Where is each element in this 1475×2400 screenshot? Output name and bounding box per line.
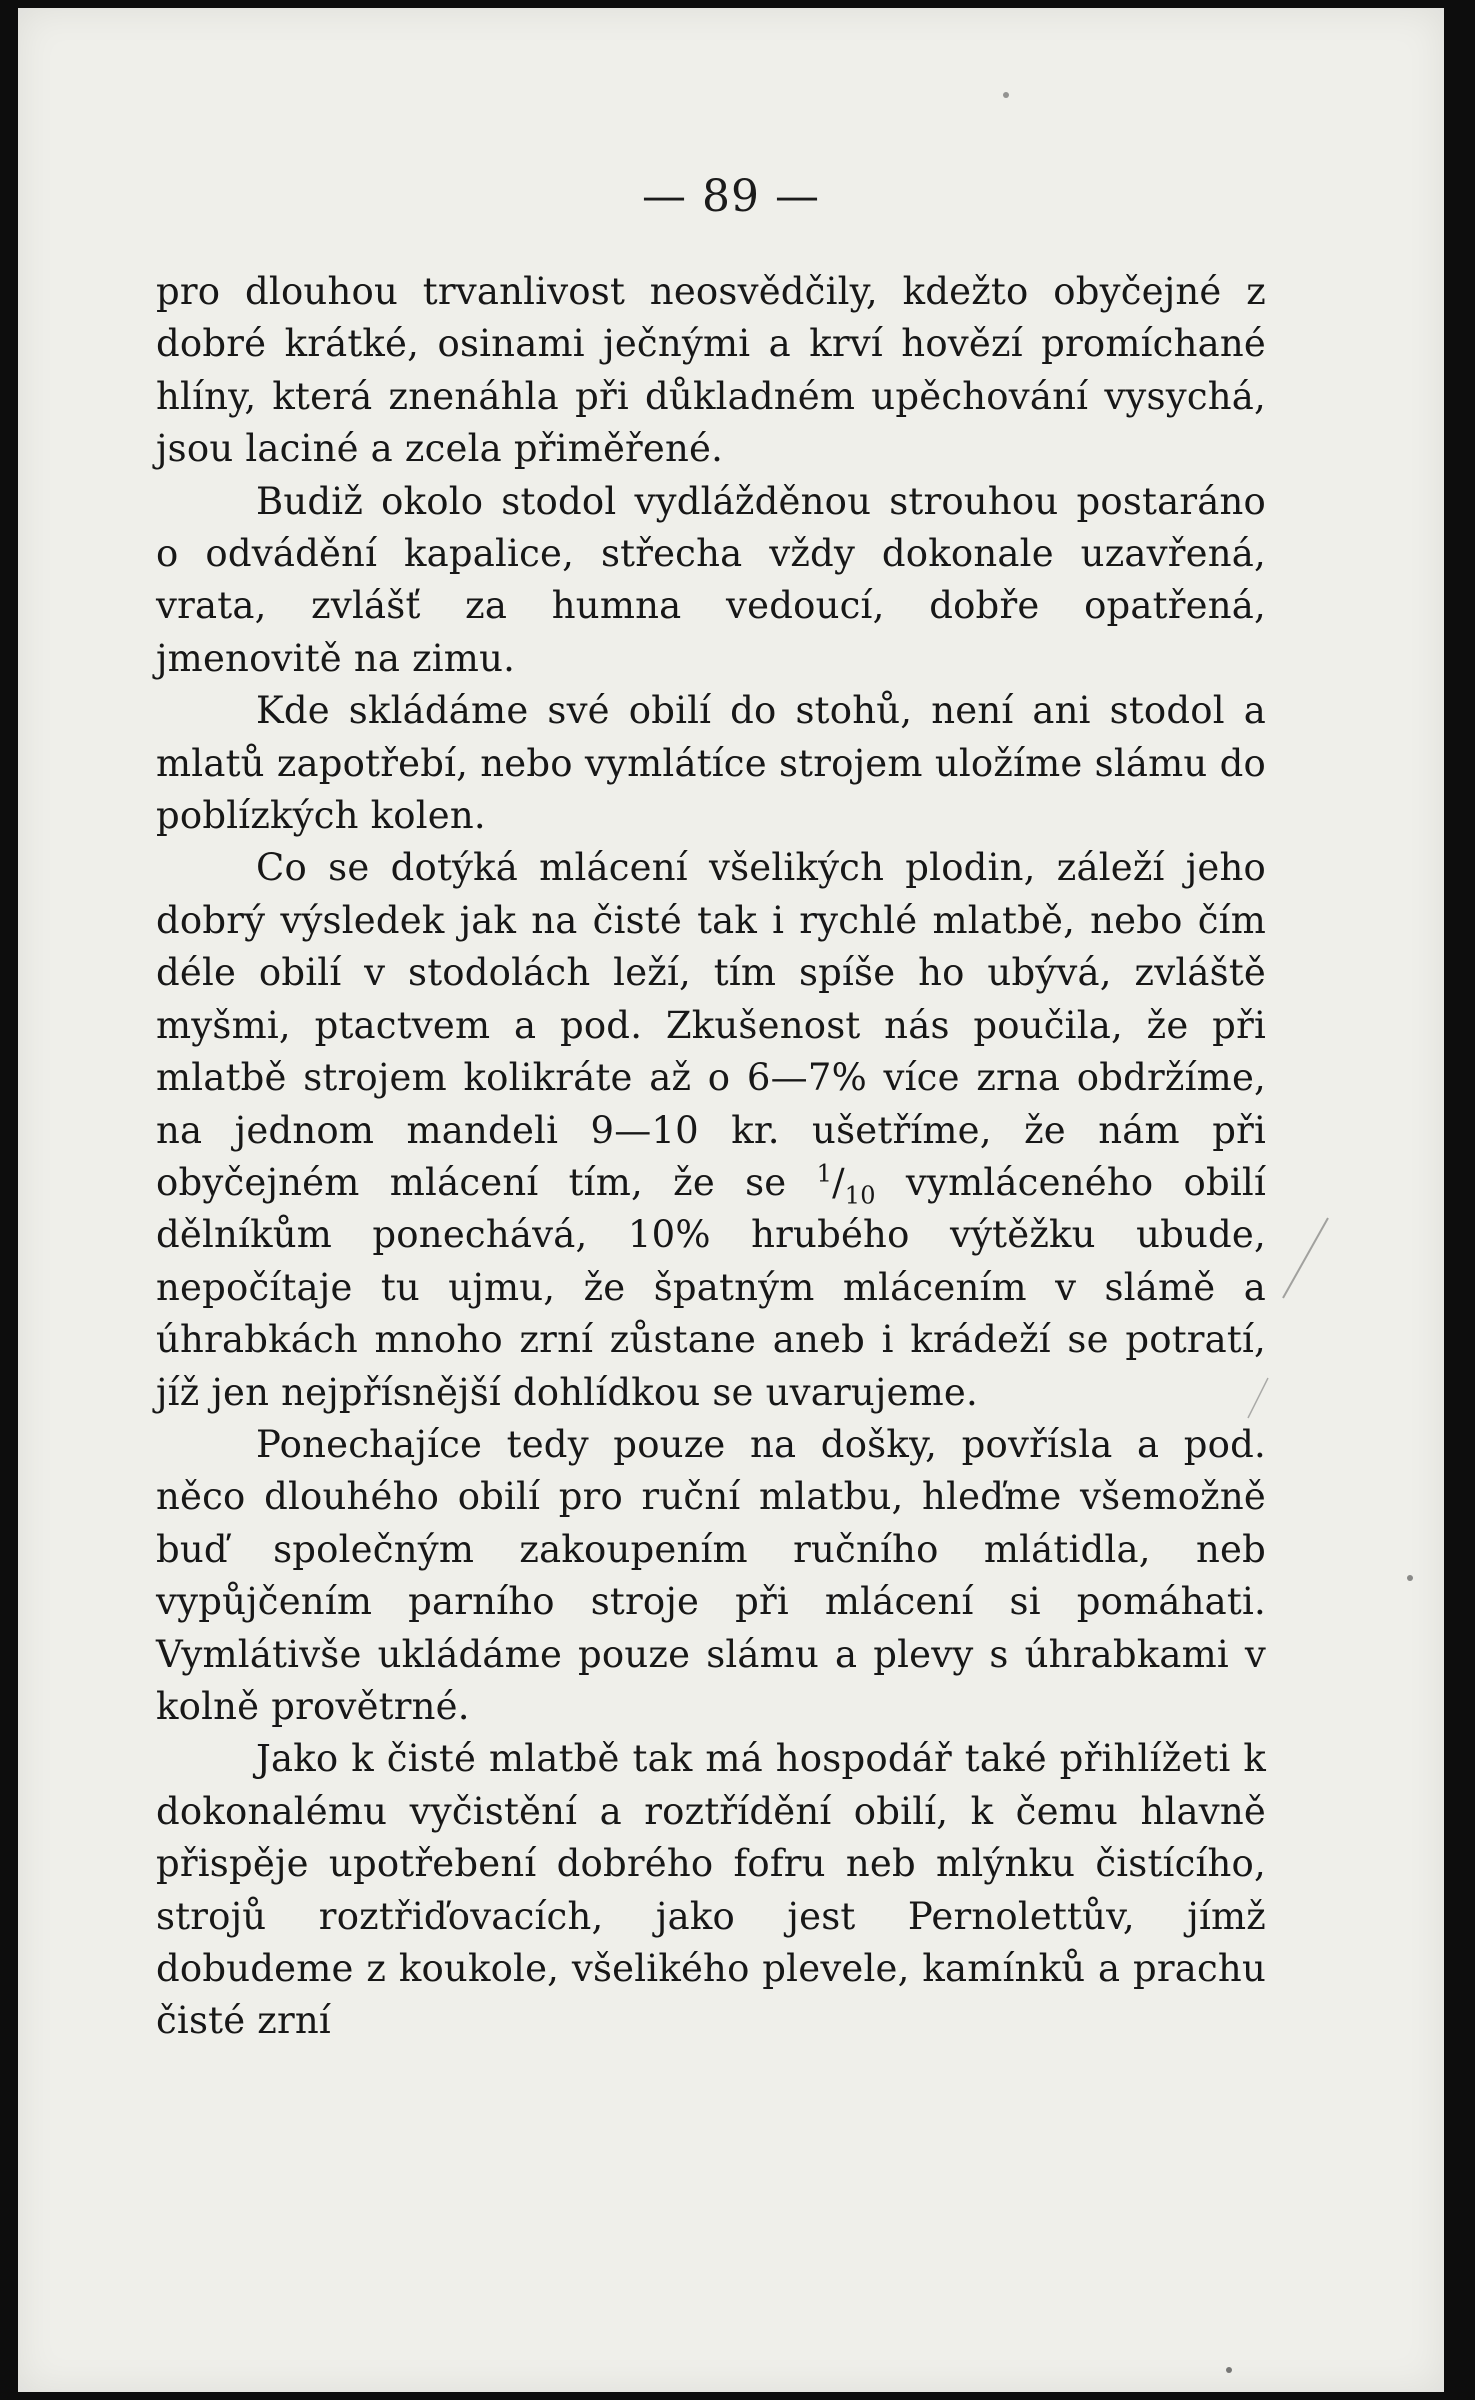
paragraph: Jako k čisté mlatbě tak má hospodář také přihlížeti k dokonalému vyčistění a roztřídění obilí, k čemu hlavně přispěje upotřebení dobrého fofru neb mlýnku čistícího, strojů roztřiďovacích, jako jest Pernolettův, jímž dobudeme z koukole, všelikého plevele, kamínků a prachu čisté zrní	[156, 1737, 1266, 2043]
text-run: hrubého výtěžku ubude, nepočítaje tu ujmu, že špatným mlácením v slámě a úhrabkách mnoho zrní zůstane aneb i krádeží se potratí, jíž jen nejpřísnější dohlídkou se uvarujeme.	[156, 1213, 1266, 1414]
speck	[1226, 2367, 1232, 2373]
page-number: — 89 —	[642, 171, 820, 222]
body-text	[156, 266, 1266, 2048]
text-run: vymláceného obilí dělníkům ponechává, 10	[156, 1160, 1266, 1257]
scratch-mark	[1283, 1218, 1328, 1298]
paragraph: Kde skládáme své obilí do stohů, není ani stodol a mlatů zapotřebí, nebo vymlátíce strojem uložíme slámu do poblízkých kolen.	[156, 689, 1266, 838]
speck	[1407, 1575, 1413, 1581]
paragraph: pro dlouhou trvanlivost neosvědčily, kdežto obyčejné z dobré krátké, osinami ječnými a krví hovězí promíchané hlíny, která znenáhla při důkladném upěchování vysychá, jsou laciné a zcela přiměřené.	[156, 270, 1266, 471]
fraction-numerator: 1	[816, 1159, 833, 1188]
percent-sign: %	[675, 1213, 711, 1257]
paragraph: Ponechajíce tedy pouze na došky, povřísla a pod. něco dlouhého obilí pro ruční mlatbu, hleďme všemožně buď společným zakoupením ručního mlátidla, neb vypůjčením parního stroje při mlácení si pomáhati. Vymlátivše ukládáme pouze slámu a plevy s úhrabkami v kolně provětrné.	[156, 1422, 1266, 1728]
paragraph	[156, 842, 1266, 1418]
fraction-slash: /	[832, 1160, 845, 1204]
percent-sign: %	[831, 1056, 867, 1100]
fraction-denominator: 10	[844, 1181, 876, 1210]
speck	[1003, 92, 1009, 98]
book-page	[18, 8, 1444, 2392]
text-run: více zrna obdržíme, na jednom mandeli 9—10 kr. ušetříme, že nám při obyčejném mlácení tím, že se	[156, 1056, 1266, 1204]
text-run: Co se dotýká mlácení všelikých plodin, záleží jeho dobrý výsledek jak na čisté tak i rychlé mlatbě, nebo čím déle obilí v stodolách leží, tím spíše ho ubývá, zvláště myšmi, ptactvem a pod. Zkušenost nás poučila, že při mlatbě strojem kolikráte až o 6—7	[156, 846, 1266, 1100]
paragraph: Budiž okolo stodol vydlážděnou strouhou postaráno o odvádění kapalice, střecha vždy dokonale uzavřená, vrata, zvlášť za humna vedoucí, dobře opatřená, jmenovitě na zimu.	[156, 479, 1266, 680]
